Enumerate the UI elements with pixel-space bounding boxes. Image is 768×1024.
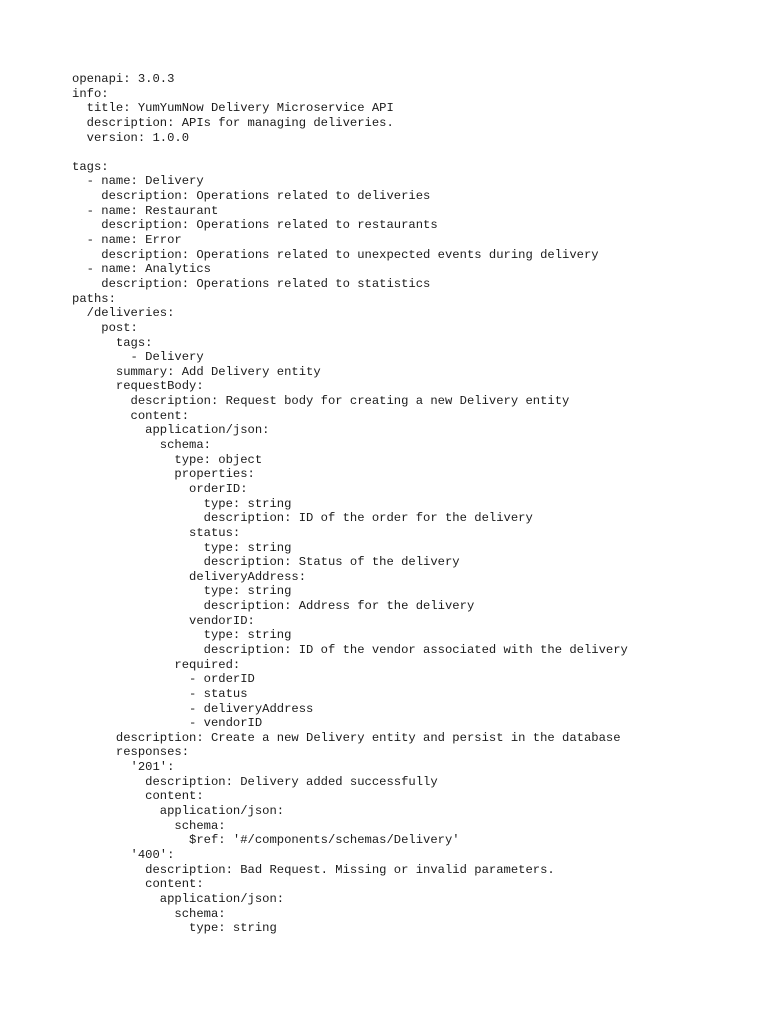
code-line: version: 1.0.0 [72, 130, 190, 145]
code-line: type: string [72, 921, 277, 936]
code-line: description: Status of the delivery [72, 555, 460, 570]
code-line: - status [72, 686, 248, 701]
code-line: application/json: [72, 804, 285, 819]
code-line: summary: Add Delivery entity [72, 364, 321, 379]
code-line: $ref: '#/components/schemas/Delivery' [72, 833, 460, 848]
code-line: - name: Analytics [72, 262, 211, 277]
code-line: - orderID [72, 672, 255, 687]
code-line: vendorID: [72, 613, 255, 628]
code-line: description: Operations related to restaurants [72, 218, 438, 233]
code-line: type: object [72, 452, 263, 467]
code-line: application/json: [72, 423, 270, 438]
code-line: type: string [72, 540, 292, 555]
code-line: description: Bad Request. Missing or invalid parameters. [72, 862, 555, 877]
code-line: type: string [72, 584, 292, 599]
code-line: deliveryAddress: [72, 569, 307, 584]
code-line: post: [72, 320, 138, 335]
code-line: - name: Error [72, 233, 182, 248]
code-line: - name: Delivery [72, 174, 204, 189]
code-line: content: [72, 877, 204, 892]
code-line: type: string [72, 496, 292, 511]
code-line: requestBody: [72, 379, 204, 394]
code-line [72, 145, 752, 160]
code-line: openapi: 3.0.3 [72, 72, 175, 86]
code-line: - deliveryAddress [72, 701, 314, 716]
code-line: tags: [72, 159, 109, 174]
code-line: description: APIs for managing deliveries. [72, 115, 394, 130]
code-line: paths: [72, 291, 116, 306]
code-line: description: Operations related to unexpected events during delivery [72, 247, 599, 262]
code-line: - Delivery [72, 350, 204, 365]
code-line: content: [72, 789, 204, 804]
code-line: status: [72, 525, 241, 540]
code-line: description: Request body for creating a new Delivery entity [72, 394, 570, 409]
code-line: description: ID of the order for the delivery [72, 511, 533, 526]
code-line: description: Delivery added successfully [72, 774, 438, 789]
code-line: title: YumYumNow Delivery Microservice API [72, 101, 394, 116]
code-line: '201': [72, 760, 175, 775]
code-line: - name: Restaurant [72, 203, 219, 218]
code-line: orderID: [72, 481, 248, 496]
code-line: tags: [72, 335, 153, 350]
code-line: schema: [72, 438, 211, 453]
code-line: /deliveries: [72, 306, 175, 321]
code-line: responses: [72, 745, 190, 760]
code-line: application/json: [72, 891, 285, 906]
yaml-code-block [72, 72, 752, 936]
document-page [72, 72, 752, 936]
code-line: schema: [72, 906, 226, 921]
code-line: - vendorID [72, 716, 263, 731]
code-line: '400': [72, 847, 175, 862]
code-line: schema: [72, 818, 226, 833]
code-line: description: ID of the vendor associated with the delivery [72, 642, 628, 657]
code-line: type: string [72, 628, 292, 643]
code-line: info: [72, 86, 109, 101]
code-line: description: Create a new Delivery entity and persist in the database [72, 730, 621, 745]
code-line: required: [72, 657, 241, 672]
code-line: description: Address for the delivery [72, 599, 475, 614]
code-line: description: Operations related to deliveries [72, 189, 431, 204]
code-line: description: Operations related to statistics [72, 276, 431, 291]
code-line: properties: [72, 467, 255, 482]
code-line: content: [72, 408, 190, 423]
